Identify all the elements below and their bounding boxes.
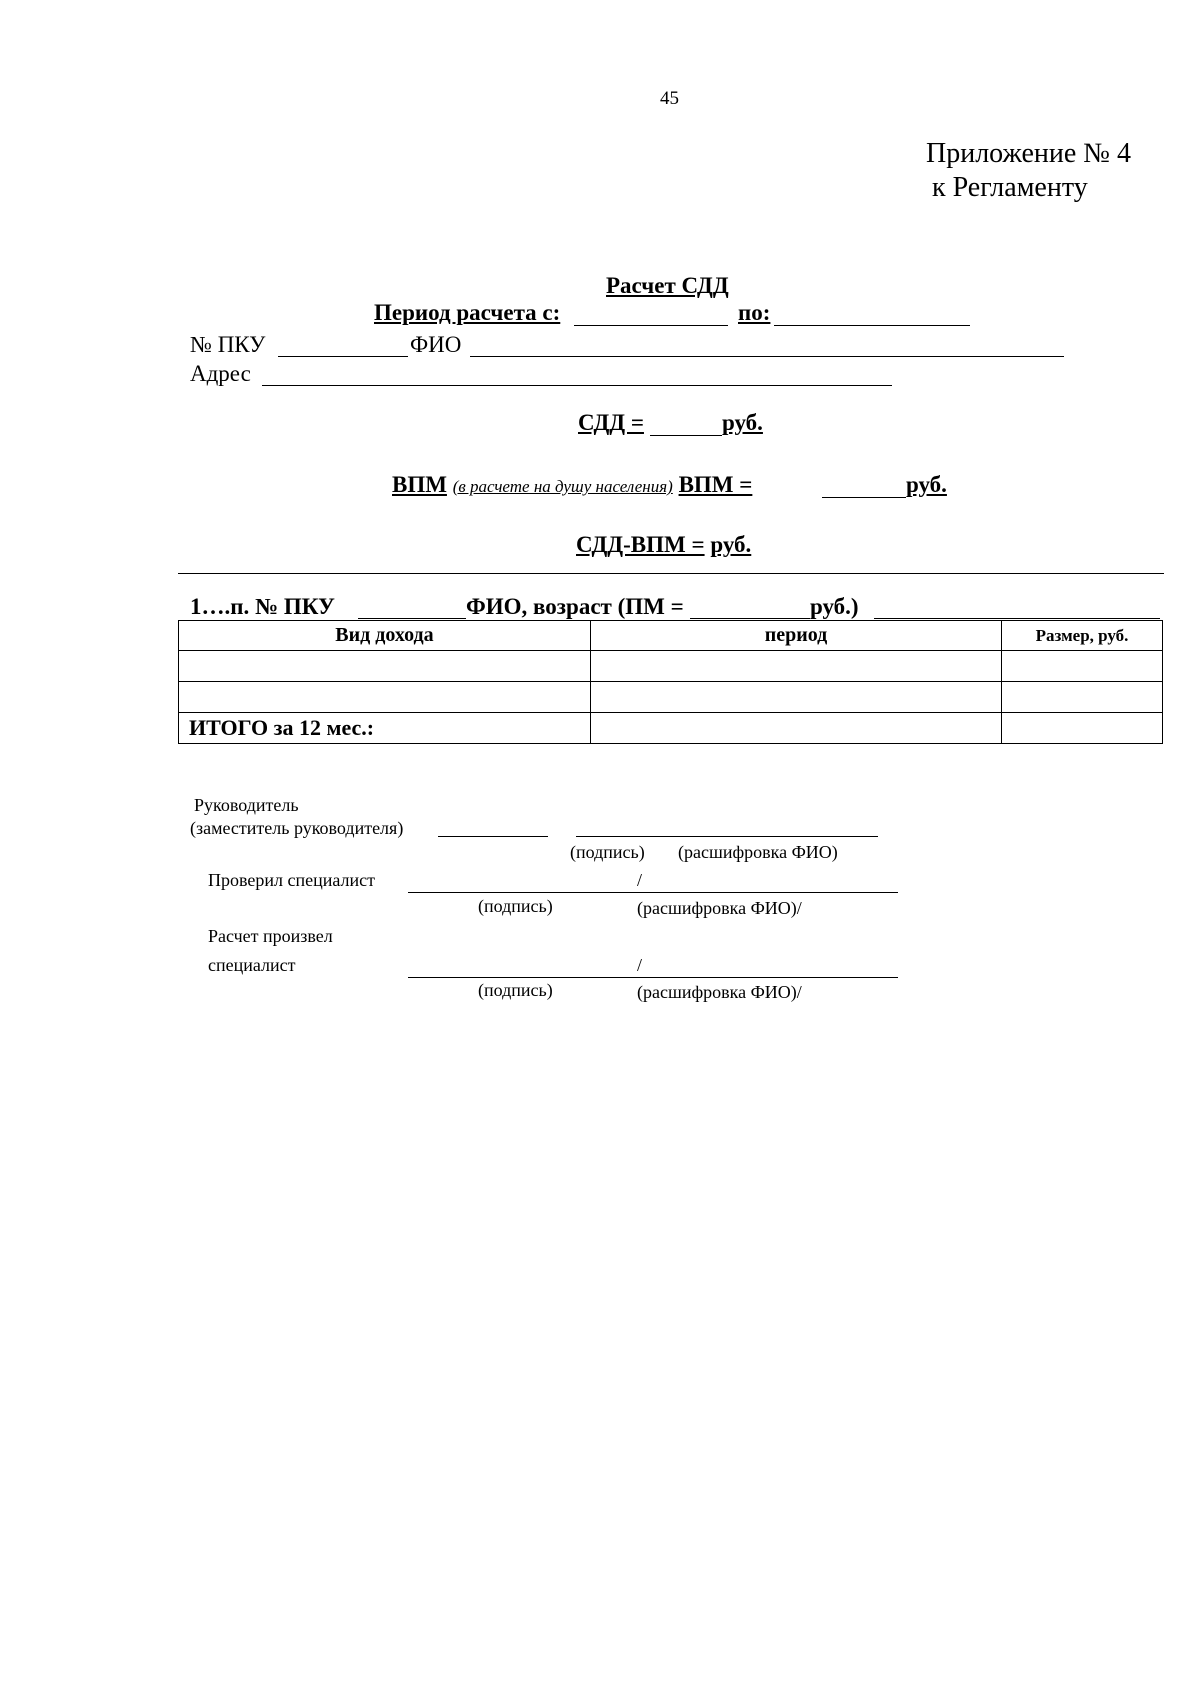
member-fio-age: ФИО, возраст (ПМ = — [466, 594, 684, 619]
calc-line[interactable] — [408, 977, 898, 978]
member-pku-line[interactable] — [358, 618, 466, 619]
sdd-vpm-row — [576, 532, 751, 558]
vpm-note: (в расчете на душу населения) — [452, 477, 673, 496]
table-row — [179, 651, 1163, 682]
vpm-unit: руб. — [906, 472, 947, 497]
address-label: Адрес — [190, 361, 251, 386]
head-signature-line[interactable] — [438, 836, 548, 837]
vpm-label: ВПМ — [392, 472, 447, 497]
address-line[interactable] — [262, 385, 892, 386]
header-income-type: Вид дохода — [179, 621, 591, 651]
period-cell[interactable] — [591, 651, 1002, 682]
total-label: ИТОГО за 12 мес.: — [179, 713, 591, 744]
vpm-label-2: ВПМ = — [678, 472, 753, 497]
calc-label-2: специалист — [208, 955, 296, 975]
pku-label: № ПКУ — [190, 332, 266, 357]
header-period: период — [591, 621, 1002, 651]
income-type-cell[interactable] — [179, 682, 591, 713]
sdd-vpm-unit: руб. — [710, 532, 752, 557]
head-label-2: (заместитель руководителя) — [190, 818, 404, 838]
sdd-label: СДД = — [578, 410, 644, 435]
period-to-label: по: — [738, 300, 771, 325]
calc-signature-caption: (подпись) — [478, 980, 553, 1000]
calc-label-1: Расчет произвел — [208, 926, 333, 946]
member-unit: руб.) — [810, 594, 859, 619]
income-type-cell[interactable] — [179, 651, 591, 682]
amount-cell[interactable] — [1002, 651, 1163, 682]
table-total-row — [179, 713, 1163, 744]
calc-name-caption: (расшифровка ФИО)/ — [637, 982, 802, 1002]
checked-slash: / — [637, 870, 643, 890]
head-signature-caption: (подпись) — [570, 842, 645, 862]
pku-line[interactable] — [278, 356, 408, 357]
table-row — [179, 682, 1163, 713]
checked-line[interactable] — [408, 892, 898, 893]
checked-label: Проверил специалист — [208, 870, 375, 890]
period-from-line[interactable] — [574, 325, 728, 326]
sdd-value-line[interactable] — [650, 435, 722, 436]
section-divider — [178, 573, 1164, 574]
member-pm-line[interactable] — [690, 618, 810, 619]
income-table — [178, 620, 1163, 744]
table-header-row — [179, 621, 1163, 651]
document-title: Расчет СДД — [606, 273, 729, 298]
member-trailing-line — [874, 618, 1160, 619]
fio-line[interactable] — [470, 356, 1064, 357]
period-cell[interactable] — [591, 682, 1002, 713]
vpm-value-line[interactable] — [822, 497, 906, 498]
header-amount: Размер, руб. — [1002, 621, 1163, 651]
sdd-vpm-label: СДД-ВПМ = — [576, 532, 705, 557]
sdd-unit: руб. — [722, 410, 763, 435]
appendix-line-2: к Регламенту — [932, 172, 1088, 203]
total-period-cell[interactable] — [591, 713, 1002, 744]
checked-signature-caption: (подпись) — [478, 896, 553, 916]
head-label-1: Руководитель — [194, 795, 299, 815]
member-prefix: 1….п. № ПКУ — [190, 594, 335, 619]
amount-cell[interactable] — [1002, 682, 1163, 713]
fio-label: ФИО — [410, 332, 462, 357]
calc-slash: / — [637, 955, 643, 975]
page-number: 45 — [660, 88, 679, 109]
period-to-line[interactable] — [774, 325, 970, 326]
appendix-line-1: Приложение № 4 — [926, 138, 1131, 169]
period-from-label: Период расчета с: — [374, 300, 561, 325]
vpm-row — [392, 472, 752, 498]
head-name-line[interactable] — [576, 836, 878, 837]
total-amount-cell[interactable] — [1002, 713, 1163, 744]
checked-name-caption: (расшифровка ФИО)/ — [637, 898, 802, 918]
head-name-caption: (расшифровка ФИО) — [678, 842, 838, 862]
